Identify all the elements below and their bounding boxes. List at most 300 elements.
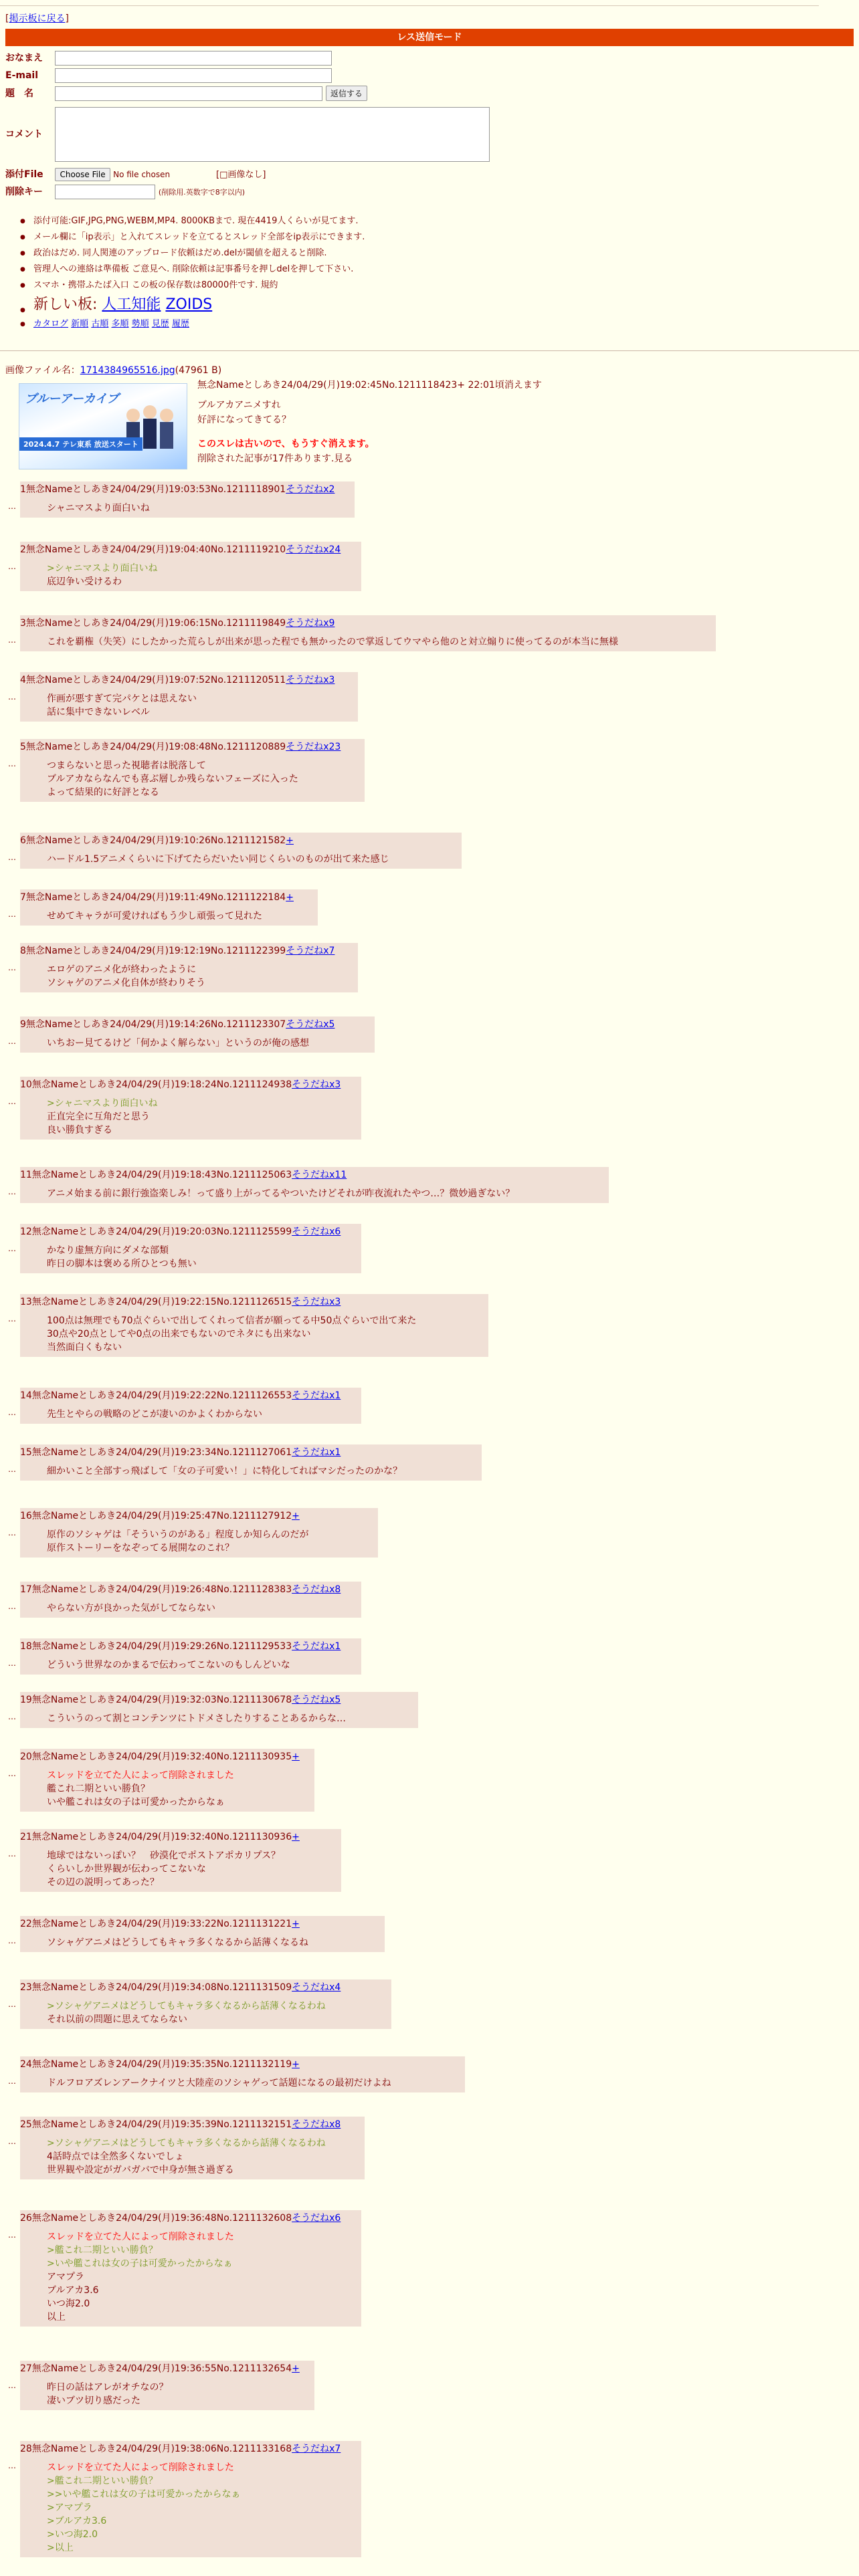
reply-meta[interactable]: 無念Nameとしあき24/04/29(月)19:18:43No.1211125063 (31, 1170, 292, 1180)
reply-text-line: 細かいこと全部すっ飛ばして「女の子可愛い！」に特化してればマシだったのかな？ (47, 1466, 403, 1477)
reply-header (20, 740, 359, 754)
reply-text-line: シャニマスより面白いね (47, 503, 150, 514)
reply-menu-icon[interactable]: … (8, 1849, 16, 1858)
reply-post (20, 2441, 361, 2557)
reply-body (20, 1523, 373, 1555)
name-input[interactable] (55, 51, 332, 66)
reply-menu-icon[interactable]: … (8, 1712, 16, 1721)
sodane-button[interactable]: そうだねx3 (292, 1297, 341, 1307)
reply-header (20, 1830, 336, 1844)
reply-text-line: つまらないと思った視聴者は脱落して (47, 760, 206, 771)
reply-text-line: ドルフロアズレンアークナイツと大陸産のソシャゲって話題になるの最初だけよね (47, 2078, 391, 2088)
reply-menu-icon[interactable]: … (8, 909, 16, 919)
reply-text-line: 以上 (47, 2312, 66, 2323)
reply-body (20, 1596, 356, 1615)
sodane-button[interactable]: そうだねx4 (292, 1982, 341, 1993)
sodane-button[interactable]: そうだねx11 (292, 1170, 347, 1180)
reply-text-line: 正直完全に互角だと思う (47, 1111, 150, 1122)
quote-line: >いや艦これは女の子は可愛かったからなぁ (47, 2258, 233, 2269)
reply-header (20, 617, 710, 630)
sodane-button[interactable]: + (292, 1832, 300, 1842)
reply-post (20, 542, 361, 591)
reply-meta[interactable]: 無念Nameとしあき24/04/29(月)19:08:48No.1211120889 (25, 742, 286, 752)
quote-line: >アマプラ (47, 2502, 92, 2513)
reply-meta[interactable]: 無念Nameとしあき24/04/29(月)19:29:26No.1211129533 (31, 1641, 292, 1652)
quote-line: >艦これ二期といい勝負？ (47, 2476, 158, 2486)
reply-text-line: その辺の説明ってあった？ (47, 1877, 159, 1888)
reply-menu-icon[interactable]: … (8, 2381, 16, 2390)
op-line: 好評になってきてる？ (197, 415, 291, 425)
reply-header (20, 1917, 379, 1931)
thread-thumbnail[interactable] (19, 383, 187, 469)
reply-meta[interactable]: 無念Nameとしあき24/04/29(月)19:12:19No.1211122399 (25, 946, 286, 956)
reply-post (20, 1388, 361, 1424)
reply-text-line: やらない方が良かった気がしてならない (47, 1603, 215, 1614)
reply-text-line: かなり虚無方向にダメな部類 (47, 1245, 169, 1256)
reply-header (20, 1295, 483, 1309)
deleted-notice: スレッドを立てた人によって削除されました (47, 2232, 234, 2242)
submit-reply-button[interactable]: 返信する (326, 86, 367, 101)
reply-text-line: 4話時点では全然多くないでしょ (47, 2151, 184, 2162)
reply-post (20, 1077, 361, 1140)
reply-post (20, 1016, 375, 1053)
reply-text-line: 先生とやらの戦略のどこが凄いのかよくわからない (47, 1409, 262, 1420)
reply-body (20, 1459, 476, 1478)
sodane-button[interactable]: + (286, 892, 294, 903)
reply-text-line: どういう世界なのかまるで伝わってこないのもしんどいな (47, 1660, 290, 1671)
sodane-button[interactable]: そうだねx3 (286, 675, 335, 685)
reply-text-line: 話に集中できないレベル (47, 707, 150, 718)
reply-meta[interactable]: 無念Nameとしあき24/04/29(月)19:07:52No.1211120511 (25, 675, 286, 685)
reply-body (20, 1931, 379, 1949)
new-boards-label: 新しい板: (33, 296, 98, 313)
reply-post (20, 672, 358, 722)
sodane-button[interactable]: + (292, 1919, 300, 1929)
reply-meta[interactable]: 無念Nameとしあき24/04/29(月)19:03:53No.1211118901 (25, 484, 286, 495)
reply-text-line: ソシャゲアニメはどうしてもキャラ多くなるから話薄くなるね (47, 1937, 309, 1948)
sodane-button[interactable]: そうだねx6 (292, 2213, 341, 2224)
reply-text-line: 底辺争い受けるわ (47, 576, 122, 587)
top-divider (0, 0, 819, 6)
sodane-button[interactable]: そうだねx1 (292, 1641, 341, 1652)
reply-menu-icon[interactable]: … (8, 1602, 16, 1611)
note-item: ● 添付可能:GIF,JPG,PNG,WEBM,MP4. 8000KBまで. 現在4419人くらいが見てます. (20, 215, 365, 227)
reply-menu-icon[interactable]: … (8, 1037, 16, 1046)
reply-meta[interactable]: 無念Nameとしあき24/04/29(月)19:14:26No.1211123307 (25, 1019, 286, 1030)
back-link-wrapper: [掲示板に戻る] (5, 13, 69, 24)
reply-number: 13 (20, 1297, 32, 1307)
quote-line: >ソシャゲアニメはどうしてもキャラ多くなるから話薄くなるわね (47, 2138, 326, 2149)
reply-text-line: 作画が悪すぎて完パケとは思えない (47, 693, 197, 704)
sodane-button[interactable]: + (292, 1751, 300, 1762)
reply-meta[interactable]: 無念Nameとしあき24/04/29(月)19:25:47No.1211127912 (31, 1511, 292, 1521)
reply-meta[interactable]: 無念Nameとしあき24/04/29(月)19:10:26No.1211121582 (25, 835, 286, 846)
reply-body (20, 847, 456, 866)
reply-body (20, 2375, 309, 2407)
reply-meta[interactable]: 無念Nameとしあき24/04/29(月)19:23:34No.1211127061 (31, 1447, 292, 1458)
delete-key-note: (削除用.英数字で8字以内) (158, 188, 245, 197)
reply-post (20, 739, 365, 802)
reply-header (20, 483, 349, 496)
reply-body (20, 687, 353, 719)
reply-header (20, 1225, 356, 1239)
reply-meta[interactable]: 無念Nameとしあき24/04/29(月)19:34:08No.1211131509 (31, 1982, 292, 1993)
reply-number: 9 (20, 1019, 26, 1030)
reply-post (20, 943, 358, 992)
image-size: (47961 B) (175, 365, 222, 376)
reply-body (20, 556, 356, 588)
reply-meta[interactable]: 無念Nameとしあき24/04/29(月)19:26:48No.1211128383 (31, 1584, 292, 1595)
reply-body (20, 1402, 356, 1421)
reply-menu-icon[interactable]: … (8, 759, 16, 768)
reply-number: 15 (20, 1447, 32, 1458)
sort-many-link[interactable]: 多順 (111, 319, 129, 329)
reply-header (20, 543, 356, 556)
reply-menu-icon[interactable]: … (8, 2461, 16, 2470)
reply-menu-icon[interactable]: … (8, 1658, 16, 1668)
reply-number: 17 (20, 1584, 32, 1595)
deleted-posts-notice[interactable]: 削除された記事が17件あります.見る (197, 453, 353, 464)
sodane-button[interactable]: そうだねx24 (286, 544, 341, 555)
reply-post (20, 1582, 361, 1618)
reply-number: 14 (20, 1390, 32, 1401)
image-file-line (5, 363, 221, 377)
reply-number: 4 (20, 675, 26, 685)
reply-meta[interactable]: 無念Nameとしあき24/04/29(月)19:32:40No.1211130936 (31, 1832, 292, 1842)
back-to-board-link[interactable]: 掲示板に戻る (9, 13, 66, 24)
reply-text-line: くらいしか世界観が伝わってこないな (47, 1864, 206, 1874)
reply-menu-icon[interactable]: … (8, 1769, 16, 1778)
reply-text-line: 30点や20点としてや0点の出来でもないのでネタにも出来ない (47, 1329, 311, 1339)
new-board-link-zoids[interactable]: ZOIDS (165, 296, 213, 313)
reply-text-line: 凄いブツ切り感だった (47, 2395, 140, 2406)
sodane-button[interactable]: そうだねx9 (286, 618, 335, 629)
reply-body (20, 630, 710, 649)
sodane-button[interactable]: そうだねx1 (292, 1447, 341, 1458)
reply-post (20, 1829, 341, 1892)
sodane-button[interactable]: そうだねx7 (292, 2444, 341, 2454)
reply-number: 2 (20, 544, 26, 555)
reply-body (20, 2071, 460, 2090)
reply-text-line: 良い勝負すぎる (47, 1125, 112, 1136)
reply-menu-icon[interactable]: … (8, 1528, 16, 1537)
email-input[interactable] (55, 68, 332, 83)
reply-post (20, 2361, 314, 2410)
reply-header (20, 834, 456, 847)
reply-body (20, 1707, 413, 1725)
reply-menu-icon[interactable]: … (8, 502, 16, 511)
reply-meta[interactable]: 無念Nameとしあき24/04/29(月)19:35:35No.1211132119 (31, 2059, 292, 2070)
sort-new-link[interactable]: 新順 (71, 319, 89, 329)
note-item: ● 政治はだめ. 同人関連のアップロード依頼はだめ.delが閾値を超えると削除. (20, 247, 365, 259)
reply-body (20, 1182, 603, 1200)
thumbnail-characters-image (120, 399, 180, 465)
new-board-link-ai[interactable]: 人工知能 (102, 296, 161, 313)
reply-menu-icon[interactable]: … (8, 1314, 16, 1323)
reply-text-line: アニメ始まる前に銀行強盗楽しみ！って盛り上がってるやついたけどそれが昨夜流れたやつ…？微妙過ぎない？ (47, 1188, 515, 1199)
quote-line: >ブルアカ3.6 (47, 2516, 107, 2527)
reply-header (20, 1018, 369, 1031)
reply-number: 24 (20, 2059, 32, 2070)
reply-number: 16 (20, 1511, 32, 1521)
reply-text-line: 昨日の話はアレがオチなの？ (47, 2382, 169, 2393)
comment-textarea[interactable] (55, 107, 490, 162)
reply-menu-icon[interactable]: … (8, 692, 16, 702)
view-history-link[interactable]: 見歴 (151, 319, 169, 329)
reply-number: 23 (20, 1982, 32, 1993)
reply-body (20, 2131, 359, 2177)
deleted-notice: スレッドを立てた人によって削除されました (47, 1770, 234, 1781)
reply-text-line: ソシャゲのアニメ化自体が終わりそう (47, 978, 206, 988)
reply-header (20, 1446, 476, 1459)
reply-number: 12 (20, 1226, 32, 1237)
sodane-button[interactable]: そうだねx1 (292, 1390, 341, 1401)
image-file-label: 画像ファイル名： (5, 365, 80, 376)
sodane-button[interactable]: そうだねx3 (292, 1079, 341, 1090)
reply-body (20, 1309, 483, 1354)
sodane-button[interactable]: + (292, 2059, 300, 2070)
reply-meta[interactable]: 無念Nameとしあき24/04/29(月)19:32:03No.1211130678 (31, 1695, 292, 1705)
reply-text-line: よって結果的に好評となる (47, 787, 159, 798)
reply-post (20, 1444, 482, 1481)
reply-text-line: いちおー見てるけど「何かよく解らない」というのが俺の感想 (47, 1038, 309, 1049)
thread-expiry-notice: このスレは古いので、もうすぐ消えます。 (197, 439, 375, 449)
image-file-link[interactable]: 1714384965516.jpg (80, 365, 175, 376)
sodane-button[interactable]: そうだねx23 (286, 742, 341, 752)
quote-line: >>いや艦これは女の子は可愛かったからなぁ (47, 2489, 241, 2500)
reply-post (20, 1692, 418, 1728)
reply-post (20, 2117, 365, 2179)
reply-body (20, 904, 312, 923)
sort-momentum-link[interactable]: 勢順 (131, 319, 149, 329)
reply-text-line: エロゲのアニメ化が終わったように (47, 964, 197, 975)
subject-input[interactable] (55, 86, 322, 101)
reply-meta[interactable]: 無念Nameとしあき24/04/29(月)19:04:40No.1211119210 (25, 544, 286, 555)
reply-number: 8 (20, 946, 26, 956)
reply-number: 20 (20, 1751, 32, 1762)
reply-header (20, 1168, 603, 1182)
sodane-button[interactable]: そうだねx5 (286, 1019, 335, 1030)
reply-text-line: それ以前の問題に思えてならない (47, 2014, 187, 2025)
op-header: 無念Nameとしあき24/04/29(月)19:02:45No.1211118423+ 22:01頃消えます (197, 380, 542, 391)
note-item: ● 管理人への連絡は準備板 ご意見へ. 削除依頼は記事番号を押しdelを押して下さい. (20, 263, 365, 276)
email-label: E-mail (5, 70, 39, 81)
reply-header (20, 2442, 356, 2456)
sodane-button[interactable]: そうだねx8 (292, 1584, 341, 1595)
reply-menu-icon[interactable]: … (8, 1465, 16, 1474)
reply-header (20, 891, 312, 904)
reply-menu-icon[interactable]: … (8, 1244, 16, 1253)
choose-file-button[interactable]: Choose File (55, 168, 110, 181)
reply-body (20, 1994, 386, 2026)
thread-divider (0, 350, 859, 351)
comment-label: コメント (5, 129, 43, 140)
op-line: ブルアカアニメすれ (197, 400, 281, 411)
reply-text-line: 昨日の脚本は褒める所ひとつも無い (47, 1259, 197, 1269)
reply-post (20, 615, 716, 651)
sodane-button[interactable]: + (292, 2363, 300, 2374)
sodane-button[interactable]: + (286, 835, 294, 846)
sort-old-link[interactable]: 古順 (91, 319, 109, 329)
sodane-button[interactable]: そうだねx7 (286, 946, 335, 956)
delete-key-label: 削除キー (5, 187, 43, 197)
reply-number: 26 (20, 2213, 32, 2224)
reply-post (20, 1916, 385, 1952)
reply-menu-icon[interactable]: … (8, 562, 16, 571)
reply-text-line: これを覇権（失笑）にしたかった荒らしが出来が思った程でも無かったので掌返してウマやら他のと対立煽りに使ってるのが本当に無様 (47, 637, 618, 647)
quote-line: >ソシャゲアニメはどうしてもキャラ多くなるから話薄くなるわね (47, 2001, 326, 2012)
board-notes (20, 215, 365, 334)
reply-body (20, 958, 353, 990)
sodane-button[interactable]: そうだねx2 (286, 484, 335, 495)
reply-post (20, 1508, 378, 1558)
reply-menu-icon[interactable]: … (8, 2230, 16, 2240)
reply-body (20, 1653, 356, 1672)
reply-body (20, 2456, 356, 2555)
sodane-button[interactable]: + (292, 1511, 300, 1521)
reply-header (20, 1750, 309, 1763)
reply-meta[interactable]: 無念Nameとしあき24/04/29(月)19:11:49No.1211122184 (25, 892, 286, 903)
reply-text-line: 当然面白くもない (47, 1342, 122, 1353)
reply-post (20, 1979, 391, 2029)
reply-header (20, 1389, 356, 1402)
reply-menu-icon[interactable]: … (8, 1936, 16, 1945)
reply-header (20, 1981, 386, 1994)
reply-header (20, 2362, 309, 2375)
reply-header (20, 2212, 356, 2225)
reply-post (20, 2210, 361, 2327)
sodane-button[interactable]: そうだねx6 (292, 1226, 341, 1237)
reply-menu-icon[interactable]: … (8, 635, 16, 645)
reply-menu-icon[interactable]: … (8, 1187, 16, 1196)
subject-label: 題 名 (5, 88, 33, 99)
quote-line: >シャニマスより面白いね (47, 563, 158, 574)
reply-number: 3 (20, 618, 26, 629)
reply-body (20, 1239, 356, 1271)
reply-header (20, 2058, 460, 2071)
reply-meta[interactable]: 無念Nameとしあき24/04/29(月)19:20:03No.1211125599 (31, 1226, 292, 1237)
reply-menu-icon[interactable]: … (8, 2000, 16, 2009)
reply-menu-icon[interactable]: … (8, 2076, 16, 2086)
reply-menu-icon[interactable]: … (8, 1097, 16, 1106)
reply-menu-icon[interactable]: … (8, 963, 16, 972)
reply-menu-icon[interactable]: … (8, 853, 16, 862)
reply-post (20, 1294, 488, 1357)
history-link[interactable]: 履歴 (171, 319, 189, 329)
deleted-notice: スレッドを立てた人によって削除されました (47, 2462, 234, 2473)
reply-number: 27 (20, 2363, 32, 2374)
reply-menu-icon[interactable]: … (8, 2137, 16, 2146)
sodane-button[interactable]: そうだねx5 (292, 1695, 341, 1705)
reply-number: 6 (20, 835, 26, 846)
op-post (197, 378, 542, 466)
reply-body (20, 754, 359, 799)
reply-number: 21 (20, 1832, 32, 1842)
reply-number: 10 (20, 1079, 32, 1090)
reply-text-line: いや艦これは女の子は可愛かったからなぁ (47, 1797, 225, 1808)
reply-header (20, 1078, 356, 1091)
reply-number: 28 (20, 2444, 32, 2454)
reply-post (20, 1167, 609, 1203)
no-image-checkbox-label[interactable]: [□画像なし] (216, 170, 266, 180)
thumbnail-date-banner: 2024.4.7 テレ東系 放送スタート (19, 437, 142, 451)
note-item: ● メール欄に「ip表示」と入れてスレッドを立てるとスレッド全部をip表示にできます. (20, 231, 365, 243)
sodane-button[interactable]: そうだねx8 (292, 2119, 341, 2130)
reply-meta[interactable]: 無念Nameとしあき24/04/29(月)19:32:40No.1211130935 (31, 1751, 292, 1762)
reply-number: 1 (20, 484, 26, 495)
quote-line: >いつ海2.0 (47, 2529, 98, 2540)
reply-header (20, 1640, 356, 1653)
reply-text-line: アマプラ (47, 2272, 84, 2282)
reply-body (20, 1844, 336, 1889)
reply-number: 5 (20, 742, 26, 752)
reply-body (20, 2225, 356, 2324)
thumbnail-logo-text: ブルーアーカイブ (25, 392, 119, 406)
reply-number: 18 (20, 1641, 32, 1652)
reply-number: 7 (20, 892, 26, 903)
reply-meta[interactable]: 無念Nameとしあき24/04/29(月)19:36:55No.1211132654 (31, 2363, 292, 2374)
reply-text-line: 艦これ二期といい勝負？ (47, 1784, 150, 1794)
reply-number: 19 (20, 1695, 32, 1705)
reply-text-line: 地球ではないっぽい？ 砂漠化でポストアポカリプス？ (47, 1850, 281, 1861)
reply-number: 11 (20, 1170, 32, 1180)
reply-text-line: 世界観や設定がガバガバで中身が無さ過ぎる (47, 2165, 234, 2175)
reply-meta[interactable]: 無念Nameとしあき24/04/29(月)19:36:48No.1211132608 (31, 2213, 292, 2224)
reply-meta[interactable]: 無念Nameとしあき24/04/29(月)19:22:15No.1211126515 (31, 1297, 292, 1307)
reply-meta[interactable]: 無念Nameとしあき24/04/29(月)19:35:39No.1211132151 (31, 2119, 292, 2130)
catalog-link[interactable]: カタログ (33, 319, 69, 329)
name-label: おなまえ (5, 53, 43, 64)
reply-header (20, 2118, 359, 2131)
reply-number: 22 (20, 1919, 32, 1929)
reply-meta[interactable]: 無念Nameとしあき24/04/29(月)19:18:24No.1211124938 (31, 1079, 292, 1090)
no-file-chosen-text: No file chosen (113, 170, 171, 179)
reply-meta[interactable]: 無念Nameとしあき24/04/29(月)19:38:06No.1211133168 (31, 2444, 292, 2454)
reply-post (20, 1224, 361, 1273)
quote-line: >シャニマスより面白いね (47, 1098, 158, 1109)
reply-text-line: こういうのって割とコンテンツにトドメさしたりすることあるからな… (47, 1713, 347, 1724)
reply-menu-icon[interactable]: … (8, 1408, 16, 1417)
reply-text-line: いつ海2.0 (47, 2298, 90, 2309)
reply-text-line: ハードル1.5アニメくらいに下げてたらだいたい同じくらいのものが出て来た感じ (47, 854, 389, 865)
file-label: 添付File (5, 169, 43, 180)
reply-header (20, 673, 353, 687)
reply-post (20, 889, 318, 926)
reply-header (20, 944, 353, 958)
reply-meta[interactable]: 無念Nameとしあき24/04/29(月)19:06:15No.1211119849 (25, 618, 286, 629)
reply-post (20, 481, 355, 518)
reply-meta[interactable]: 無念Nameとしあき24/04/29(月)19:22:22No.1211126553 (31, 1390, 292, 1401)
reply-text-line: 原作ストーリーをなぞってる展開なのこれ？ (47, 1543, 234, 1553)
reply-text-line: 100点は無理でも70点ぐらいで出してくれって信者が願ってる中50点ぐらいで出て来た (47, 1315, 417, 1326)
reply-header (20, 1583, 356, 1596)
reply-header (20, 1509, 373, 1523)
reply-header (20, 1693, 413, 1707)
reply-post (20, 1638, 361, 1675)
reply-body (20, 1031, 369, 1050)
reply-body (20, 496, 349, 515)
reply-text-line: せめてキャラが可愛ければもう少し頑張って見れた (47, 911, 262, 922)
catalog-links-item (20, 318, 365, 330)
delete-key-input[interactable] (55, 185, 155, 199)
reply-text-line: ブルアカならなんでも喜ぶ層しか残らないフェーズに入った (47, 774, 298, 784)
quote-line: >以上 (47, 2543, 74, 2553)
new-boards-item (20, 296, 365, 314)
reply-text-line: ブルアカ3.6 (47, 2285, 99, 2296)
reply-text-line: 原作のソシャゲは「そういうのがある」程度しか知らんのだが (47, 1529, 309, 1540)
reply-meta[interactable]: 無念Nameとしあき24/04/29(月)19:33:22No.1211131221 (31, 1919, 292, 1929)
reply-post (20, 833, 462, 869)
